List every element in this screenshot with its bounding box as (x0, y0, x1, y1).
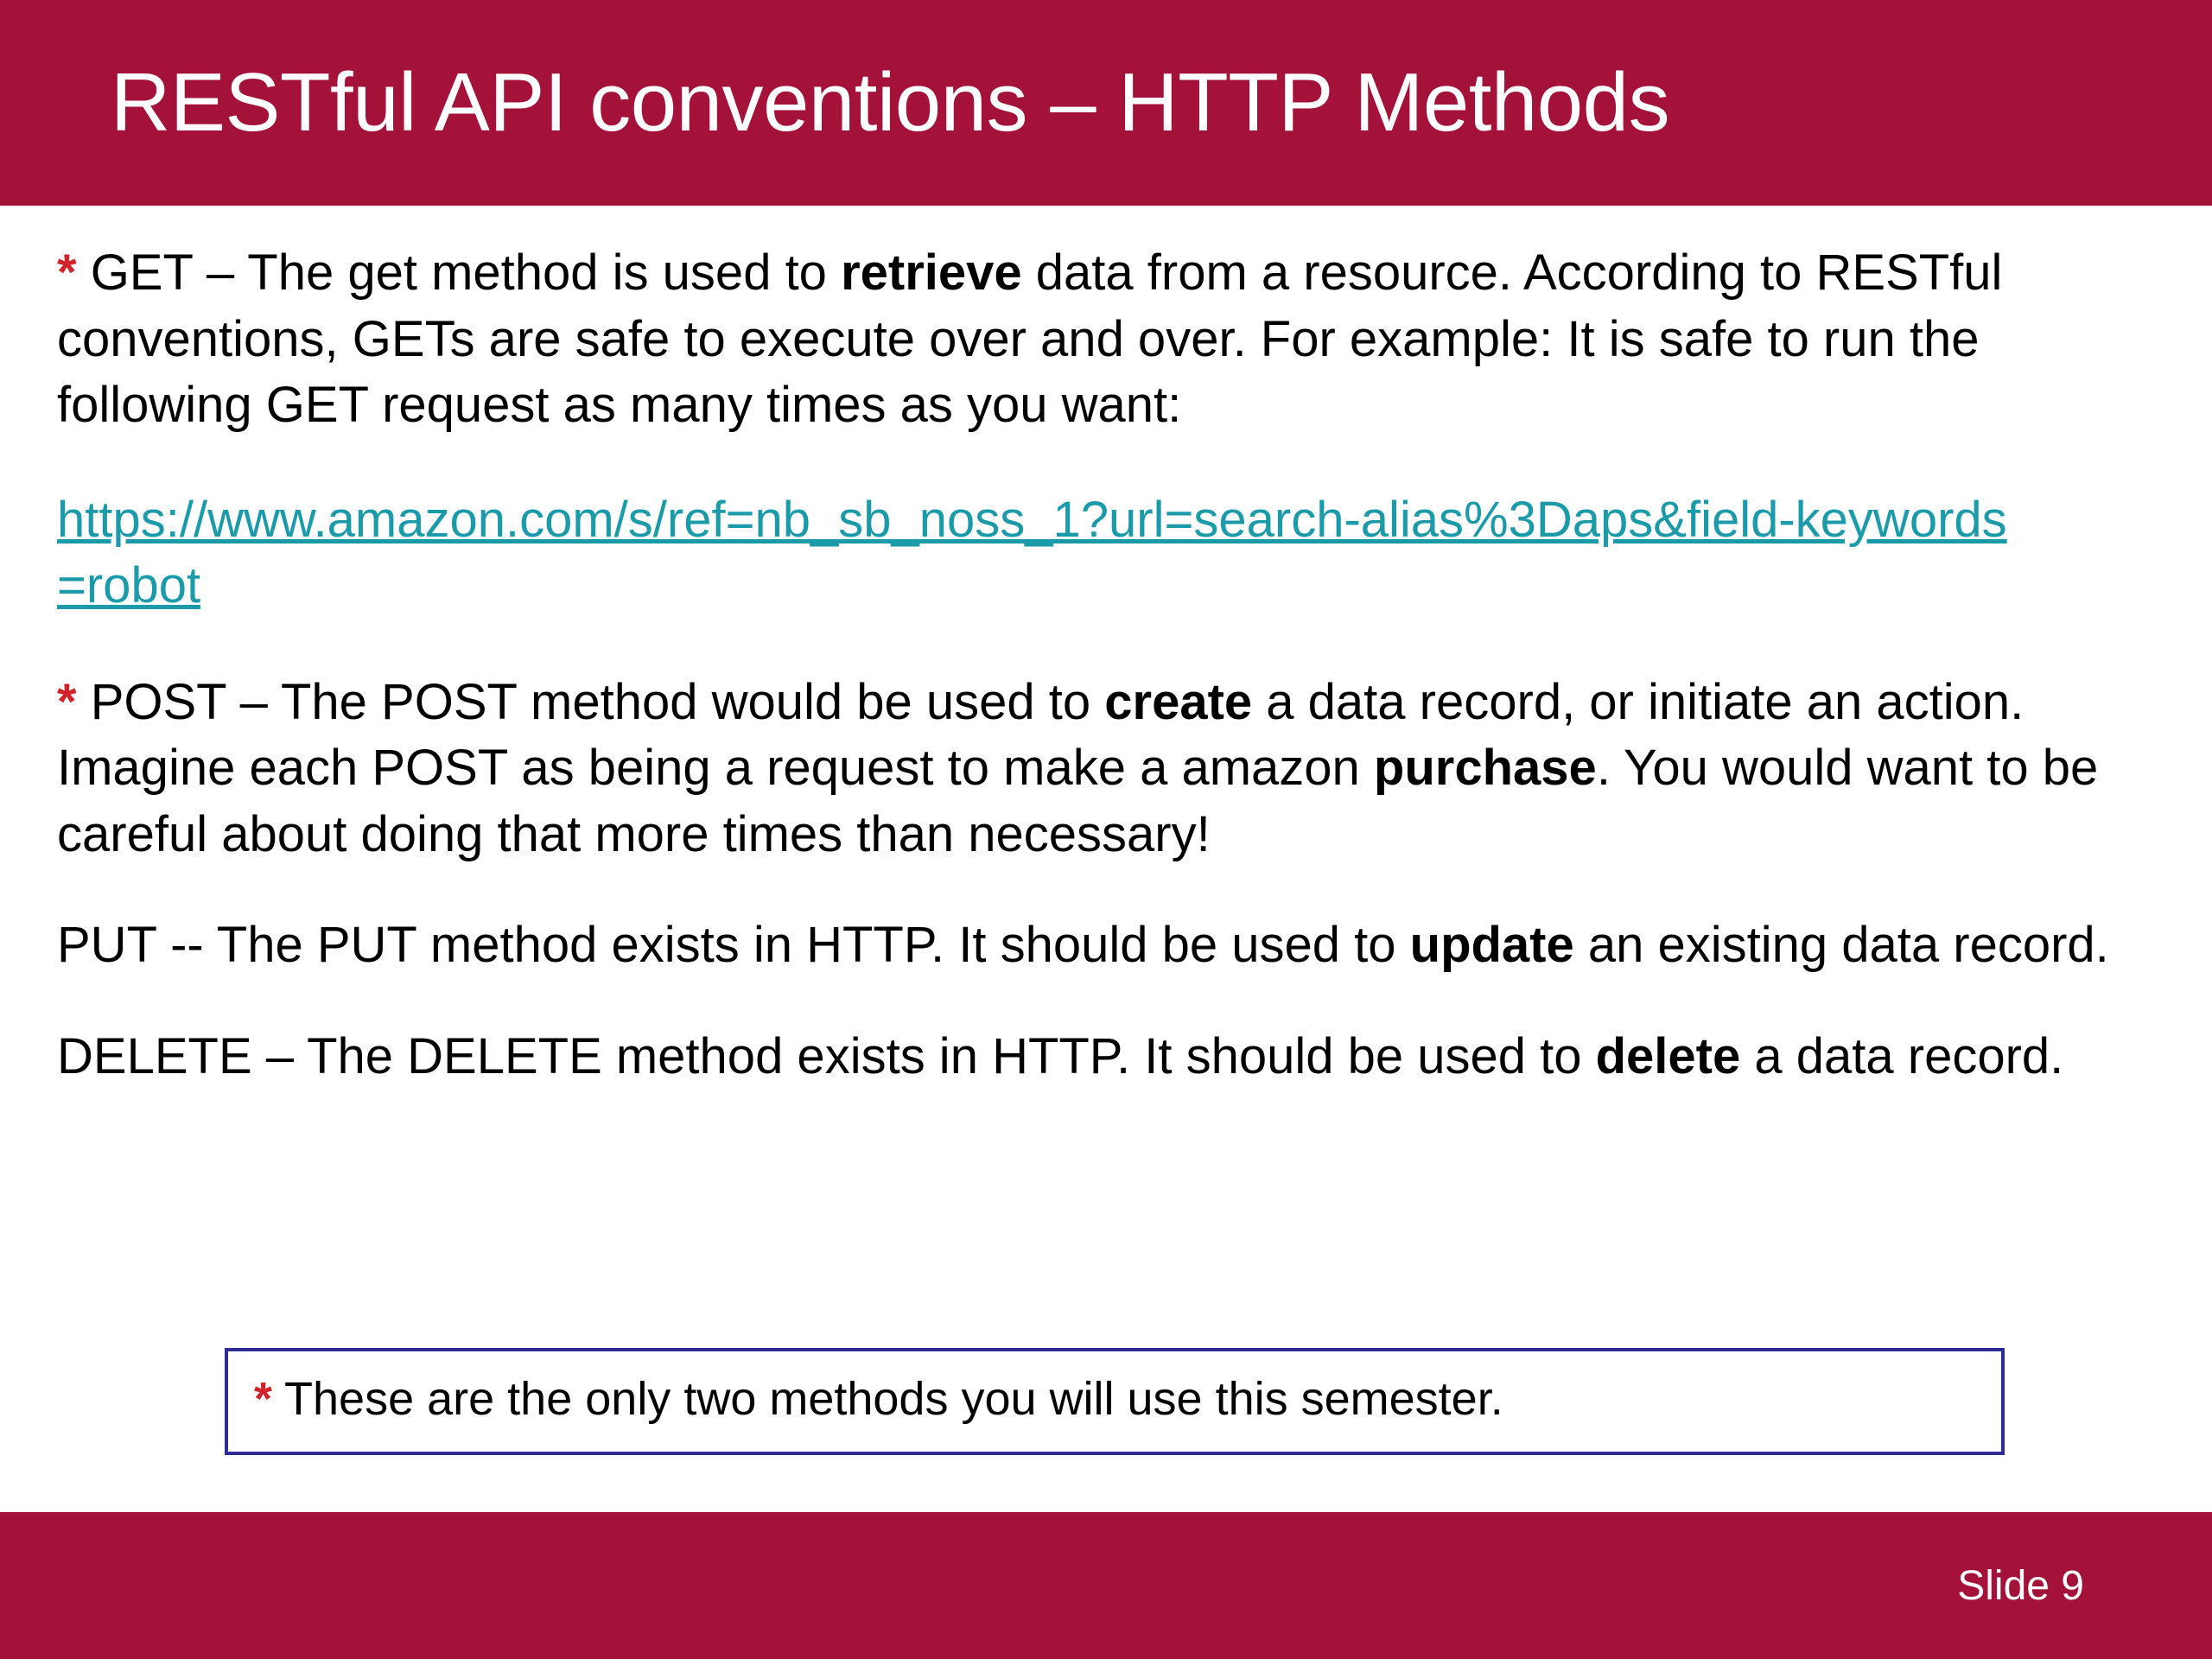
bullet-delete-bold-delete: delete (1595, 1027, 1741, 1084)
page-title: RESTful API conventions – HTTP Methods (111, 56, 1670, 149)
bullet-post-bold-purchase: purchase (1373, 740, 1597, 797)
bullet-get-bold-retrieve: retrieve (841, 245, 1022, 301)
callout-text: These are the only two methods you will use this semester. (272, 1373, 1503, 1425)
callout-box (225, 1348, 2005, 1455)
slide-title-bar (0, 0, 2212, 206)
bullet-put-text-1: PUT -- The PUT method exists in HTTP. It should be used to (57, 917, 1410, 974)
bullet-delete (57, 1024, 2126, 1090)
bullet-get (57, 240, 2126, 439)
bullet-delete-text-2: a data record. (1740, 1027, 2064, 1084)
bullet-put-text-2: an existing data record. (1573, 917, 2109, 974)
bullet-get-text-2: data from a resource. According to RESTful conventions, GETs are safe to execute over and over. For example: It is safe to run the following GET request as many times as you want: (57, 245, 2003, 434)
bullet-put (57, 912, 2126, 979)
bullet-put-bold-update: update (1409, 917, 1574, 974)
bullet-post-text-2: a data record, or initiate an action. Imagine each POST as being a request to make a amazon (57, 673, 2024, 797)
bullet-post-text-3: . You would want to be careful about doing that more times than necessary! (57, 740, 2099, 862)
slide-number: Slide 9 (1957, 1562, 2084, 1609)
bullet-get-text-1: GET – The get method is used to (76, 245, 842, 301)
amazon-search-link[interactable]: https://www.amazon.com/s/ref=nb_sb_noss_1?url=search-alias%3Daps&field-keywords=robot (57, 491, 2007, 614)
bullet-post-text-1: POST – The POST method would be used to (76, 673, 1105, 730)
bullet-post-bold-create: create (1104, 673, 1253, 730)
bullet-delete-text-1: DELETE – The DELETE method exists in HTTP. It should be used to (57, 1027, 1596, 1084)
slide-footer-bar (0, 1512, 2212, 1659)
bullet-star-icon: * (57, 673, 77, 730)
bullet-post (57, 670, 2126, 868)
slide-body (0, 206, 2212, 1512)
bullet-star-icon: * (254, 1373, 273, 1425)
example-url-paragraph (57, 487, 2027, 620)
bullet-star-icon: * (57, 245, 77, 301)
